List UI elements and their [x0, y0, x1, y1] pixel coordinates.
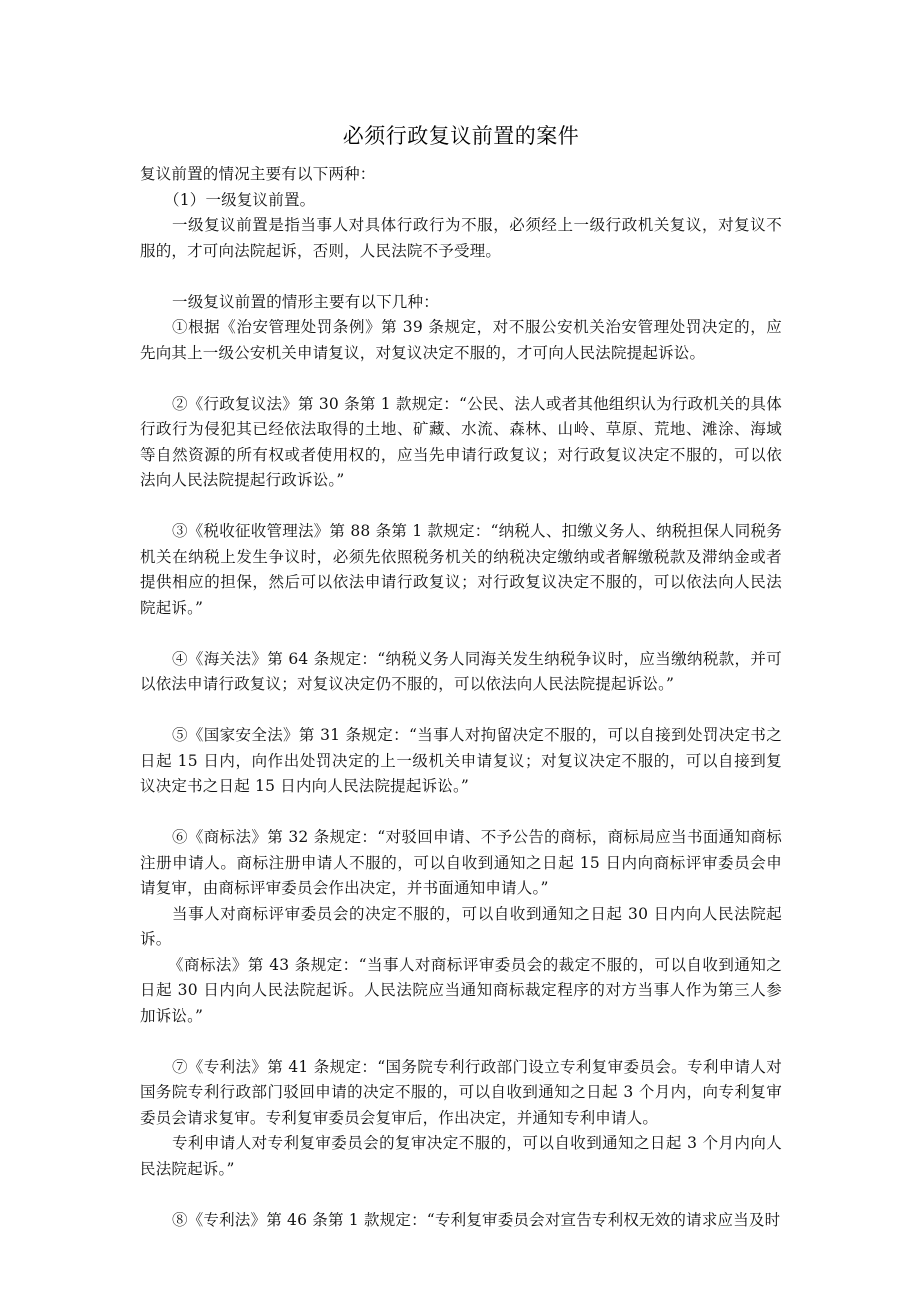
case-item-5 — [140, 723, 782, 800]
case-paragraph: 当事人对商标评审委员会的决定不服的，可以自收到通知之日起 30 日内向人民法院起诉。 — [140, 904, 782, 948]
spacer — [140, 1029, 782, 1055]
case-paragraph: ⑥《商标法》第 32 条规定：“对驳回申请、不予公告的商标，商标局应当书面通知商标注册申请人。商标注册申请人不服的，可以自收到通知之日起 15 日内向商标评审委员会申请复审，由商标评审委员会作出决定，并书面通知申请人。” — [140, 828, 782, 897]
spacer — [140, 366, 782, 392]
case-paragraph: ②《行政复议法》第 30 条第 1 款规定：“公民、法人或者其他组织认为行政机关的具体行政行为侵犯其已经依法取得的土地、矿藏、水流、森林、山岭、草原、荒地、滩涂、海域等自然资源的所有权或者使用权的，应当先申请行政复议；对行政复议决定不服的，可以依法向人民法院提起行政诉讼。” — [140, 394, 782, 489]
case-paragraph: 专利申请人对专利复审委员会的复审决定不服的，可以自收到通知之日起 3 个月内向人民法院起诉。” — [140, 1134, 782, 1178]
case-item-8 — [140, 1208, 782, 1234]
case-item-2 — [140, 392, 782, 494]
section-heading: （1）一级复议前置。 — [164, 190, 316, 209]
spacer — [140, 698, 782, 724]
case-item-1 — [140, 315, 782, 366]
case-item-6 — [140, 825, 782, 1029]
case-paragraph: ⑤《国家安全法》第 31 条规定：“当事人对拘留决定不服的，可以自接到处罚决定书之日起 15 日内，向作出处罚决定的上一级机关申请复议；对复议决定不服的，可以自接到复议决定书之日起 15 日内向人民法院提起诉讼。” — [140, 726, 782, 795]
section-definition: 一级复议前置是指当事人对具体行政行为不服，必须经上一级行政机关复议，对复议不服的，才可向法院起诉，否则，人民法院不予受理。 — [140, 216, 782, 260]
case-paragraph: ③《税收征收管理法》第 88 条第 1 款规定：“纳税人、扣缴义务人、纳税担保人同税务机关在纳税上发生争议时，必须先依照税务机关的纳税决定缴纳或者解缴税款及滞纳金或者提供相应的担保，然后可以依法申请行政复议；对行政复议决定不服的，可以依法向人民法院起诉。” — [140, 522, 782, 617]
spacer — [140, 1182, 782, 1208]
document-page — [140, 120, 782, 1233]
spacer — [140, 494, 782, 520]
case-item-7 — [140, 1055, 782, 1183]
cases-intro: 一级复议前置的情形主要有以下几种： — [172, 292, 439, 311]
document-title: 必须行政复议前置的案件 — [342, 124, 580, 148]
spacer — [140, 621, 782, 647]
case-paragraph: ⑧《专利法》第 46 条第 1 款规定：“专利复审委员会对宣告专利权无效的请求应当及时 — [172, 1210, 781, 1229]
case-paragraph: ④《海关法》第 64 条规定：“纳税义务人同海关发生纳税争议时，应当缴纳税款，并可以依法申请行政复议；对复议决定仍不服的，可以依法向人民法院提起诉讼。” — [140, 649, 782, 693]
case-item-3 — [140, 519, 782, 621]
spacer — [140, 264, 782, 290]
case-paragraph: ①根据《治安管理处罚条例》第 39 条规定，对不服公安机关治安管理处罚决定的，应先向其上一级公安机关申请复议，对复议决定不服的，才可向人民法院提起诉讼。 — [140, 318, 782, 362]
case-paragraph: 《商标法》第 43 条规定：“当事人对商标评审委员会的裁定不服的，可以自收到通知之日起 30 日内向人民法院起诉。人民法院应当通知商标裁定程序的对方当事人作为第三人参加诉讼。” — [140, 955, 782, 1025]
intro-text: 复议前置的情况主要有以下两种： — [140, 165, 376, 183]
case-paragraph: ⑦《专利法》第 41 条规定：“国务院专利行政部门设立专利复审委员会。专利申请人对国务院专利行政部门驳回申请的决定不服的，可以自收到通知之日起 3 个月内，向专利复审委员会请求复审。专利复审委员会复审后，作出决定，并通知专利申请人。 — [140, 1057, 782, 1127]
case-item-4 — [140, 647, 782, 698]
spacer — [140, 800, 782, 826]
